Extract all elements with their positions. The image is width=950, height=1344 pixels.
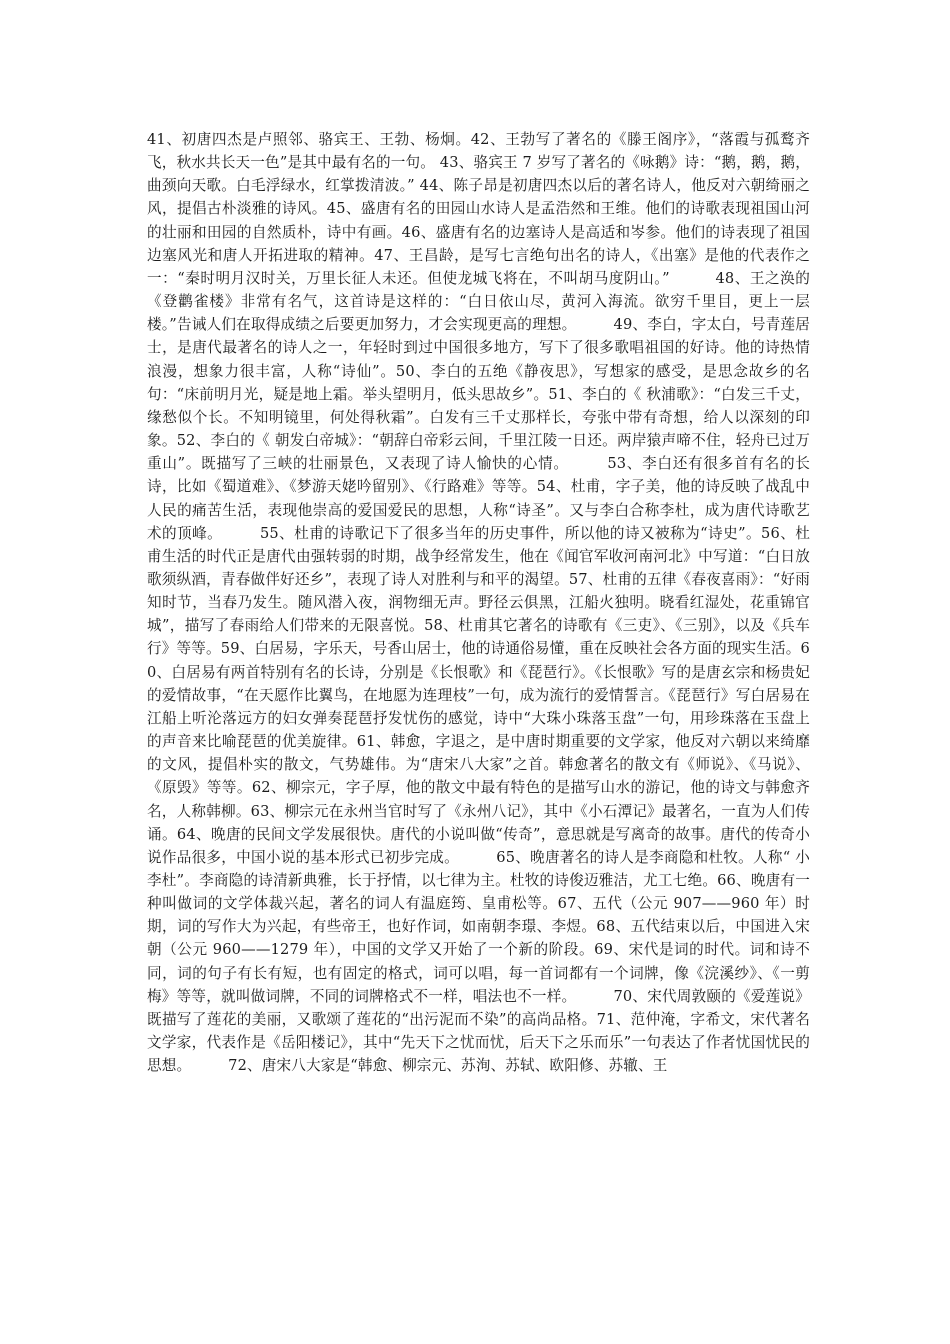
body-paragraph: 41、初唐四杰是卢照邻、骆宾王、王勃、杨炯。42、王勃写了著名的《滕王阁序》，“落霞与孤鹜齐飞，秋水共长天一色”是其中最有名的一句。 43、骆宾王 7 岁写了著名的《咏鹅》诗：“鹅，鹅，鹅，曲颈向天歌。白毛浮绿水，红掌拨清波。” 44、陈子昂是初唐四杰以后的著名诗人，他反对六朝绮丽之风，提倡古朴淡雅的诗风。45、盛唐有名的田园山水诗人是孟浩然和王维。他们的诗歌表现祖国山河的壮丽和田园的自然质朴，诗中有画。46、盛唐有名的边塞诗人是高适和岑参。他们的诗表现了祖国边塞风光和唐人开拓进取的精神。47、王昌龄，是写七言绝句出名的诗人，《出塞》是他的代表作之一：“秦时明月汉时关，万里长征人未还。但使龙城飞将在，不叫胡马度阴山。” 48、王之涣的《登鹳雀楼》非常有名气，这首诗是这样的：“白日依山尽，黄河入海流。欲穷千里目，更上一层楼。”告诫人们在取得成绩之后要更加努力，才会实现更高的理想。 49、李白，字太白，号青莲居士，是唐代最著名的诗人之一，年轻时到过中国很多地方，写下了很多歌唱祖国的好诗。他的诗热情浪漫，想象力很丰富，人称“诗仙”。50、李白的五绝《静夜思》，写想家的感受，是思念故乡的名句：“床前明月光，疑是地上霜。举头望明月，低头思故乡”。51、李白的《 秋浦歌》：“白发三千丈，缘愁似个长。不知明镜里，何处得秋霜”。白发有三千丈那样长，夸张中带有奇想，给人以深刻的印象。52、李白的《 朝发白帝城》：“朝辞白帝彩云间，千里江陵一日还。两岸猿声啼不住，轻舟已过万重山”。既描写了三峡的壮丽景色，又表现了诗人愉快的心情。 53、李白还有很多首有名的长诗，比如《蜀道难》、《梦游天姥吟留别》、《行路难》等等。54、杜甫，字子美，他的诗反映了战乱中人民的痛苦生活，表现他崇高的爱国爱民的思想，人称“诗圣”。又与李白合称李杜，成为唐代诗歌艺术的顶峰。 55、杜甫的诗歌记下了很多当年的历史事件，所以他的诗又被称为“诗史”。56、杜甫生活的时代正是唐代由强转弱的时期，战争经常发生，他在《闻官军收河南河北》中写道：“白日放歌须纵酒，青春做伴好还乡”，表现了诗人对胜利与和平的渴望。57、杜甫的五律《春夜喜雨》：“好雨知时节，当春乃发生。随风潜入夜，润物细无声。野径云俱黑，江船火独明。晓看红湿处，花重锦官城”，描写了春雨给人们带来的无限喜悦。58、杜甫其它著名的诗歌有《三吏》、《三别》，以及《兵车行》等等。59、白居易，字乐天，号香山居士，他的诗通俗易懂，重在反映社会各方面的现实生活。60、白居易有两首特别有名的长诗，分别是《长恨歌》和《琵琶行》。《长恨歌》写的是唐玄宗和杨贵妃的爱情故事，“在天愿作比翼鸟，在地愿为连理枝”一句，成为流行的爱情誓言。《琵琶行》写白居易在江船上听沦落远方的妇女弹奏琵琶抒发忧伤的感觉，诗中“大珠小珠落玉盘”一句，用珍珠落在玉盘上的声音来比喻琵琶的优美旋律。61、韩愈，字退之，是中唐时期重要的文学家，他反对六朝以来绮靡的文风，提倡朴实的散文，气势雄伟。为“唐宋八大家”之首。韩愈著名的散文有《师说》、《马说》、《原毁》等等。62、柳宗元，字子厚，他的散文中最有特色的是描写山水的游记，他的诗文与韩愈齐名，人称韩柳。63、柳宗元在永州当官时写了《永州八记》，其中《小石潭记》最著名，一直为人们传诵。64、晚唐的民间文学发展很快。唐代的小说叫做“传奇”，意思就是写离奇的故事。唐代的传奇小说作品很多，中国小说的基本形式已初步完成。 65、晚唐著名的诗人是李商隐和杜牧。人称“ 小李杜”。李商隐的诗清新典雅，长于抒情，以七律为主。杜牧的诗俊迈雅洁，尤工七绝。66、晚唐有一种叫做词的文学体裁兴起，著名的词人有温庭筠、皇甫松等。67、五代（公元 907——960 年）时期，词的写作大为兴起，有些帝王，也好作词，如南朝李璟、李煜。68、五代结束以后，中国进入宋朝（公元 960——1279 年），中国的文学又开始了一个新的阶段。69、宋代是词的时代。词和诗不同，词的句子有长有短，也有固定的格式，词可以唱，每一首词都有一个词牌，像《浣溪纱》、《一剪梅》等等，就叫做词牌，不同的词牌格式不一样，唱法也不一样。 70、宋代周敦颐的《爱莲说》既描写了莲花的美丽，又歌颂了莲花的“出污泥而不染”的高尚品格。71、范仲淹，字希文，宋代著名文学家，代表作是《岳阳楼记》，其中“先天下之忧而忧，后天下之乐而乐”一句表达了作者忧国忧民的思想。 72、唐宋八大家是“韩愈、柳宗元、苏洵、苏轼、欧阳修、苏辙、王: [147, 131, 810, 1075]
body-text-block: [147, 128, 810, 1077]
